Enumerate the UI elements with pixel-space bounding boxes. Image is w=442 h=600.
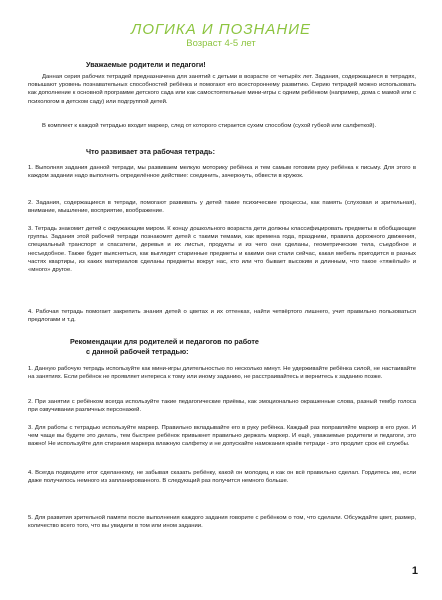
marker-note-paragraph: В комплект к каждой тетрадью входит маркер, след от которого стирается сухим способом (сухой губкой или салфеткой). xyxy=(42,123,377,129)
develops-item-2: 2. Задания, содержащиеся в тетради, помогают развивать у детей такие психические процессы, как память (слуховая и зрительная), внимание, мышление, восприятие, воображение. xyxy=(28,200,416,215)
intro-paragraph: Данная серия рабочих тетрадей предназначена для занятий с детьми в возрасте от четырёх лет. Задания, содержащиеся в тетрадях, повышают уровень познавательных способностей ребёнка и помогают его всестороннему развитию. Серию тетрадей можно использовать как дополнение к основной программе детского сада или как самостоятельные мини-игры с одним ребёнком (например, дома с мамой или с психологом в детском саду) или подгруппой детей. xyxy=(28,74,416,105)
recommendation-item-5: 5. Для развития зрительной памяти после выполнения каждого задания говорите с ребёнком о том, что сделали. Обсуждайте цвет, размер, количество всего того, что вы увидели в том или ином задании. xyxy=(28,515,416,530)
page-number: 1 xyxy=(411,565,418,577)
recommendations-heading-line-2: с данной рабочей тетрадью: xyxy=(86,347,189,356)
recommendation-item-3: 3. Для работы с тетрадью используйте маркер. Правильно вкладывайте его в руку ребёнка. Каждый раз поправляйте маркер в его руке. И чем чаще вы будете это делать, тем быстрее ребёнок привыкнет правильно держать маркер. И ещё, уважаемые родители и педагоги, это важно! Не используйте для стирания маркера влажную салфетку и не допускайте намокания краёв тетради - это продлит срок её службы. xyxy=(28,425,416,448)
greeting-heading: Уважаемые родители и педагоги! xyxy=(86,60,206,69)
develops-item-1: 1. Выполняя задания данной тетради, мы развиваем мелкую моторику ребёнка и тем самым готовим руку ребёнка к письму. Для этого в каждом задании надо выполнить определённое действие: соединить, зачеркнуть, обвести в кружок. xyxy=(28,165,416,180)
develops-heading: Что развивает эта рабочая тетрадь: xyxy=(86,147,215,156)
recommendation-item-1: 1. Данную рабочую тетрадь используйте как мини-игры длительностью по несколько минут. Не удерживайте ребёнка силой, не настаивайте на занятиях. Если ребёнок не проявляет интереса к тому или иному заданию, не расстраивайтесь и вернитесь к заданию позже. xyxy=(28,366,416,381)
age-subtitle: Возраст 4-5 лет xyxy=(186,38,256,49)
develops-item-4: 4. Рабочая тетрадь помогает закрепить знания детей о цветах и их оттенках, найти четвёртого лишнего, учит правильно пользоваться предлогами и т.д. xyxy=(28,309,416,324)
recommendations-heading-line-1: Рекомендации для родителей и педагогов по работе xyxy=(70,337,259,346)
recommendation-item-4: 4. Всегда подводите итог сделанному, не забывая сказать ребёнку, какой он молодец и как он всё правильно сделал. Гордитесь им, если даже получилось немного из запланированного. В следующий раз получится немного больше. xyxy=(28,470,416,485)
page-title: ЛОГИКА И ПОЗНАНИЕ xyxy=(131,21,311,38)
develops-item-3: 3. Тетрадь знакомит детей с окружающим миром. К концу дошкольного возраста дети должны классифицировать предметы в обобщающие группы. Задания этой рабочей тетради познакомят детей с такими темами, как времена года, праздники, правила дорожного движения, специальный транспорт и спасатели, деревья и их листья, продукты и из чего они сделаны, геометрические тела, съедобное и несъедобное. Также будет выясняться, как выглядят старинные предметы и какими они стали сейчас, какая мебель пригодится в разных частях квартиры, из каких материалов сделаны предметы вокруг нас, кто или что бывает высоким и длинным, что такое «тяжёлый» и «много» другое. xyxy=(28,226,416,274)
recommendation-item-2: 2. При занятии с ребёнком всегда используйте такие педагогические приёмы, как эмоционально окрашенные слова, разный тембр голоса при озвучивании различных персонажей. xyxy=(28,399,416,414)
